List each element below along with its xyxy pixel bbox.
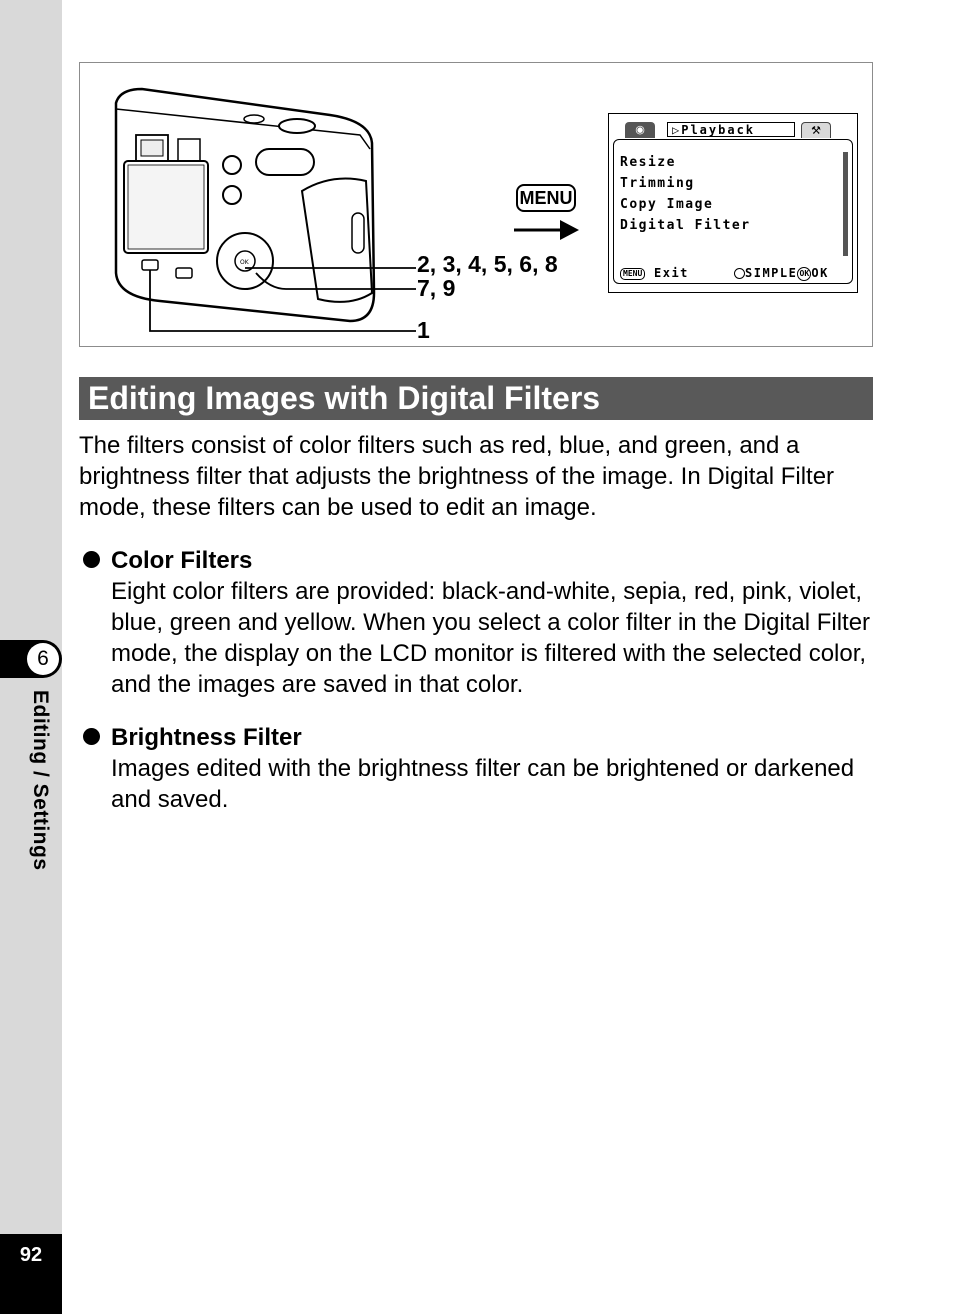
bullet-icon [83, 728, 100, 745]
callout-steps-2-8: 2, 3, 4, 5, 6, 8 [417, 251, 558, 277]
camera-figure [79, 62, 873, 347]
lcd-item-trimming: Trimming [620, 176, 695, 191]
lcd-menu-panel [613, 139, 853, 284]
lcd-footer-right [734, 265, 829, 281]
page-number: 92 [19, 1244, 43, 1266]
bullet-title: Color Filters [111, 547, 253, 574]
lcd-item-digital-filter: Digital Filter [620, 218, 751, 233]
bullet-text: Images edited with the brightness filter can be brightened or darkened and saved. [111, 755, 855, 813]
section-title: Editing Images with Digital Filters [79, 377, 873, 420]
callout-step-1: 1 [417, 317, 430, 343]
bullet-icon [83, 551, 100, 568]
lcd-item-resize: Resize [620, 155, 676, 170]
lcd-footer [620, 265, 846, 281]
lcd-tab-playback: ▷Playback [667, 122, 795, 137]
lcd-tab-row [623, 120, 839, 138]
lcd-scrollbar [843, 152, 848, 256]
settings-tab-icon: ⚒ [801, 122, 831, 138]
bullet-title: Brightness Filter [111, 724, 302, 751]
lcd-menu-list [620, 152, 751, 236]
lcd-playback-menu [608, 113, 858, 293]
menu-button-icon: MENU [516, 184, 576, 212]
lcd-exit-label: Exit [654, 266, 689, 280]
chapter-label: Editing / Settings [29, 690, 52, 871]
intro-paragraph: The filters consist of color filters such as red, blue, and green, and a brightness filter that adjusts the brightness of the image. In Digital Filter mode, these filters can be used to edit an image. [79, 432, 835, 521]
lcd-simple-label: SIMPLE [745, 266, 798, 280]
camera-tab-icon: ◉ [625, 122, 655, 138]
lcd-ok-label: OK [811, 266, 829, 280]
callout-steps-7-9: 7, 9 [417, 275, 456, 301]
bullet-text: Eight color filters are provided: black-and-white, sepia, red, pink, violet, blue, green and yellow. When you select a color filter in the Digital Filter mode, the display on the LCD monitor is filtered with the selected color, and the images are saved in that color. [111, 578, 871, 698]
menu-key-icon: MENU [620, 268, 645, 280]
zoom-icon [734, 268, 745, 279]
svg-text:OK: OK [240, 259, 249, 266]
chapter-number: 6 [27, 643, 59, 675]
lcd-item-copy-image: Copy Image [620, 197, 714, 212]
ok-key-icon: OK [797, 267, 811, 281]
